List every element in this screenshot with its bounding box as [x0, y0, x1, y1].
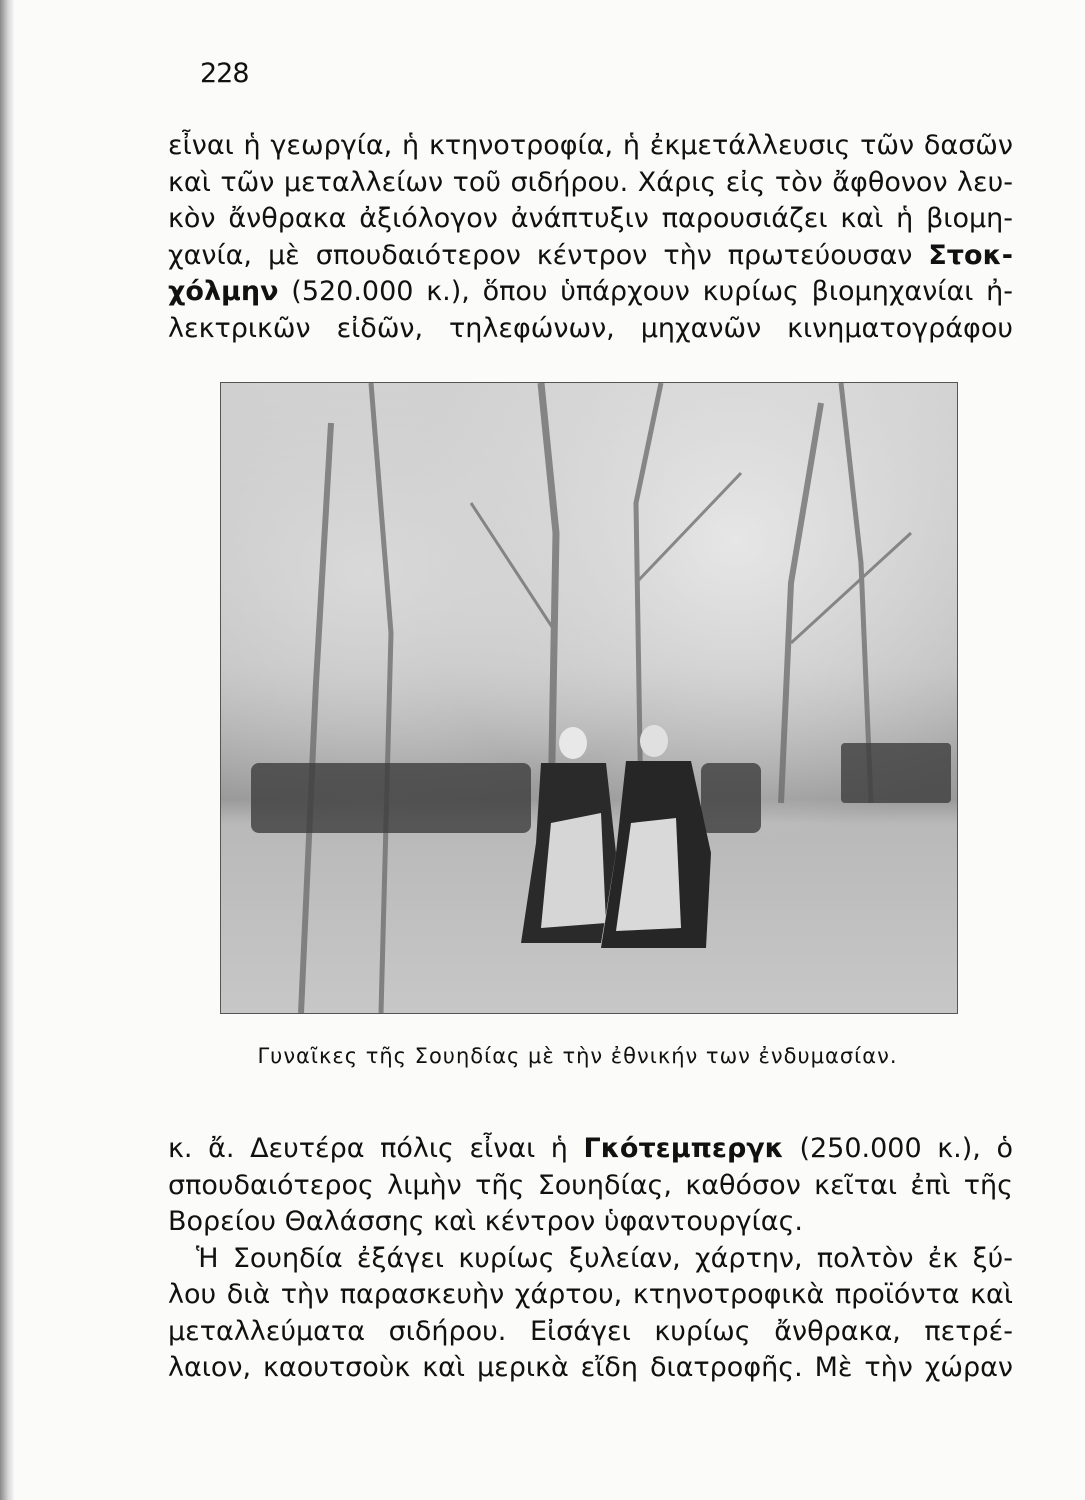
- text-line: μεταλλεύματα σιδήρου. Εἰσάγει κυρίως ἄνθρακα, πετρέ-: [168, 1315, 1013, 1347]
- text-line: Ἡ Σουηδία ἐξάγει κυρίως ξυλείαν, χάρτην, πολτὸν ἐκ ξύ-: [196, 1242, 1013, 1274]
- text-line-with-city: [168, 1131, 1013, 1168]
- text-line: λαιον, καουτσοὺκ καὶ μερικὰ εἴδη διατροφῆς. Μὲ τὴν χώραν: [168, 1352, 1013, 1383]
- photograph-swedish-women: [220, 382, 958, 1014]
- top-paragraph: [168, 128, 1013, 347]
- photo-caption: Γυναῖκες τῆς Σουηδίας μὲ τὴν ἐθνικήν των ἐνδυμασίαν.: [257, 1044, 898, 1068]
- text-line: λου διὰ τὴν παρασκευὴν χάρτου, κτηνοτροφικὰ προϊόντα καὶ: [168, 1279, 1013, 1310]
- text-line-with-city: [168, 274, 1013, 311]
- text-segment: κ. ἄ. Δευτέρα πόλις εἶναι ἡ: [168, 1133, 584, 1164]
- page-number: 228: [200, 58, 249, 89]
- text-line: εἶναι ἡ γεωργία, ἡ κτηνοτροφία, ἡ ἐκμετάλλευσις τῶν δασῶν: [168, 130, 1013, 161]
- city-stockholm-part1: Στοκ-: [928, 239, 1013, 271]
- text-line: καὶ τῶν μεταλλείων τοῦ σιδήρου. Χάρις εἰς τὸν ἄφθονον λευ-: [168, 166, 1013, 198]
- bottom-paragraph: [168, 1131, 1013, 1387]
- photo-illustration: [221, 383, 957, 1013]
- text-line: λεκτρικῶν εἰδῶν, τηλεφώνων, μηχανῶν κινηματογράφου: [168, 312, 1013, 344]
- city-stockholm-part2: χόλμην: [168, 276, 279, 307]
- text-segment: χανία, μὲ σπουδαιότερον κέντρον τὴν πρωτεύουσαν: [168, 239, 913, 271]
- text-line: Βορείου Θαλάσσης καὶ κέντρον ὑφαντουργίας.: [168, 1206, 804, 1237]
- text-segment: (520.000 κ.), ὅπου ὑπάρχουν κυρίως βιομηχανίαι ἠ-: [278, 276, 1013, 307]
- text-segment: (250.000 κ.), ὁ: [783, 1133, 1013, 1164]
- text-line: σπουδαιότερος λιμὴν τῆς Σουηδίας, καθόσον κεῖται ἐπὶ τῆς: [168, 1169, 1013, 1201]
- city-gothenburg: Γκότεμπεργκ: [583, 1133, 784, 1164]
- text-line-with-city: [168, 238, 1013, 275]
- page-binding-shadow: [0, 0, 14, 1500]
- text-line: κὸν ἄνθρακα ἀξιόλογον ἀνάπτυξιν παρουσιάζει καὶ ἡ βιομη-: [168, 203, 1013, 234]
